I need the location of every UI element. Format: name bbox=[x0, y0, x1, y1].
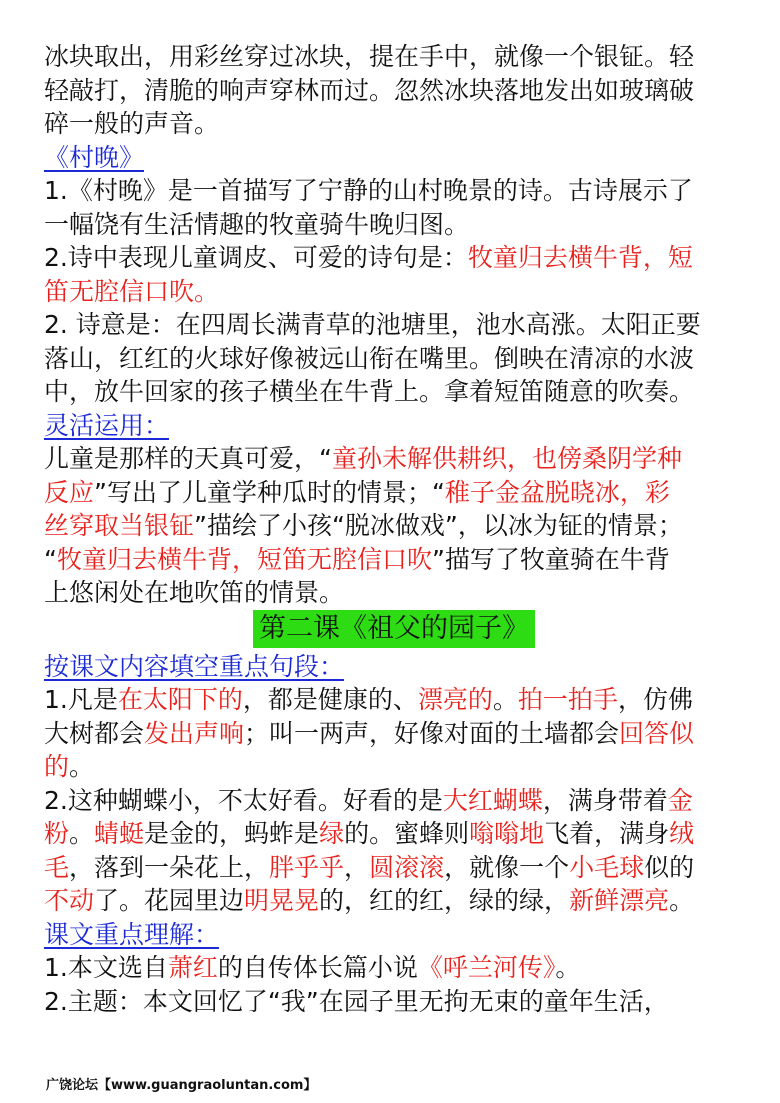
cunwan-p1-line-2: 一幅饶有生活情趣的牧童骑牛晚归图。 bbox=[44, 209, 470, 239]
intro-line-1: 冰块取出，用彩丝穿过冰块，提在手中，就像一个银钲。轻 bbox=[44, 42, 695, 71]
linghuo-heading-row bbox=[44, 409, 744, 443]
highlight-text: 回答似 bbox=[619, 718, 695, 748]
highlight-text: 绒 bbox=[669, 819, 695, 848]
cunwan-p2-line-1: 2.诗中表现儿童调皮、可爱的诗句是：牧童归去横牛背，短 bbox=[44, 243, 693, 272]
footer-source: 广饶论坛【www.guangraoluntan.com】 bbox=[46, 1078, 317, 1093]
highlight-text: 稚子金盆脱晓冰，彩 bbox=[444, 477, 670, 507]
cunwan-p3-line-3: 中，放牛回家的孩子横坐在牛背上。拿着短笛随意的吹奏。 bbox=[44, 377, 695, 406]
highlight-text: 的 bbox=[44, 752, 70, 781]
highlight-text: 萧红 bbox=[167, 953, 218, 982]
highlight-text: 不动 bbox=[44, 886, 95, 915]
highlight-text: 毛 bbox=[44, 852, 70, 882]
intro-line-3: 碎一般的声音。 bbox=[44, 109, 220, 138]
highlight-text: 绿 bbox=[319, 819, 345, 848]
highlight-text: 明晃晃 bbox=[244, 886, 320, 915]
highlight-text: 金 bbox=[667, 785, 693, 815]
document-page bbox=[44, 40, 744, 1018]
linghuo-line-1: 儿童是那样的天真可爱，“童孙未解供耕织，也傍桑阴学种 bbox=[44, 444, 682, 473]
tiankong-s2-line-4: 不动了。花园里边明晃晃的，红的红，绿的绿，新鲜漂亮。 bbox=[44, 886, 695, 915]
lijie-p2: 2.主题：本文回忆了“我”在园子里无拘无束的童年生活， bbox=[44, 986, 669, 1016]
highlight-text: 圆滚滚 bbox=[369, 852, 445, 882]
highlight-text: 嗡嗡地 bbox=[469, 819, 545, 848]
cunwan-heading: 《村晚》 bbox=[44, 142, 145, 172]
lesson-title-row bbox=[44, 610, 744, 650]
highlight-text: 发出声响 bbox=[144, 718, 245, 748]
tiankong-s2-line-3: 毛，落到一朵花上，胖乎乎，圆滚滚，就像一个小毛球似的 bbox=[44, 852, 695, 882]
highlight-text: 小毛球 bbox=[569, 852, 645, 882]
tiankong-s1-line-2: 大树都会发出声响；叫一两声，好像对面的土墙都会回答似 bbox=[44, 718, 695, 748]
highlight-text: 粉 bbox=[44, 819, 70, 848]
tiankong-s1-line-3: 的。 bbox=[44, 752, 95, 781]
tiankong-heading: 按课文内容填空重点句段： bbox=[44, 651, 345, 681]
cunwan-p3-line-2: 落山，红红的火球好像被远山衔在嘴里。倒映在清凉的水波 bbox=[44, 343, 695, 373]
cunwan-heading-row bbox=[44, 141, 744, 175]
highlight-text: 在太阳下的 bbox=[117, 685, 243, 714]
highlight-text: 胖乎乎 bbox=[269, 852, 345, 882]
highlight-text: 大红蝴蝶 bbox=[442, 785, 543, 815]
cunwan-p1-line-1: 1.《村晚》是一首描写了宁静的山村晚景的诗。古诗展示了 bbox=[44, 176, 693, 205]
lesson-title: 第二课《祖父的园子》 bbox=[253, 610, 535, 648]
highlight-text: 拍一拍手 bbox=[517, 685, 618, 714]
tiankong-s2-line-1: 2.这种蝴蝶小，不太好看。好看的是大红蝴蝶，满身带着金 bbox=[44, 785, 693, 815]
highlight-text: 牧童归去横牛背，短笛无腔信口吹 bbox=[56, 544, 432, 574]
lijie-p1: 1.本文选自萧红的自传体长篇小说《呼兰河传》。 bbox=[44, 953, 581, 982]
highlight-text: 漂亮的 bbox=[417, 685, 493, 714]
cunwan-p2-line-2 bbox=[44, 275, 744, 309]
linghuo-line-3: 丝穿取当银钲”描绘了小孩“脱冰做戏”，以冰为钲的情景； bbox=[44, 511, 683, 540]
tiankong-s1-line-1: 1.凡是在太阳下的，都是健康的、漂亮的。拍一拍手，仿佛 bbox=[44, 685, 693, 714]
highlight-text: 丝穿取当银钲 bbox=[44, 511, 195, 540]
highlight-text: 新鲜漂亮 bbox=[569, 886, 670, 915]
highlight-text: 牧童归去横牛背，短 bbox=[467, 243, 693, 272]
highlight-text: 童孙未解供耕织，也傍桑阴学种 bbox=[331, 444, 682, 473]
linghuo-line-5: 上悠闲处在地吹笛的情景。 bbox=[44, 578, 345, 607]
tiankong-heading-row bbox=[44, 650, 744, 684]
intro-line-2: 轻敲打，清脆的响声穿林而过。忽然冰块落地发出如玻璃破 bbox=[44, 75, 695, 105]
highlight-text: 笛无腔信口吹。 bbox=[44, 276, 220, 306]
lijie-heading: 课文重点理解： bbox=[44, 919, 220, 949]
linghuo-line-4: “牧童归去横牛背，短笛无腔信口吹”描写了牧童骑在牛背 bbox=[44, 544, 670, 574]
linghuo-heading: 灵活运用： bbox=[44, 410, 170, 440]
tiankong-s2-line-2: 粉。蜻蜓是金的，蚂蚱是绿的。蜜蜂则嗡嗡地飞着，满身绒 bbox=[44, 819, 695, 848]
highlight-text: 蜻蜓 bbox=[94, 819, 145, 848]
lijie-heading-row bbox=[44, 918, 744, 952]
cunwan-p3-line-1: 2. 诗意是：在四周长满青草的池塘里，池水高涨。太阳正要 bbox=[44, 310, 701, 339]
linghuo-line-2: 反应”写出了儿童学种瓜时的情景；“稚子金盆脱晓冰，彩 bbox=[44, 477, 670, 507]
highlight-text: 《呼兰河传》 bbox=[417, 953, 556, 982]
highlight-text: 反应 bbox=[44, 477, 95, 507]
